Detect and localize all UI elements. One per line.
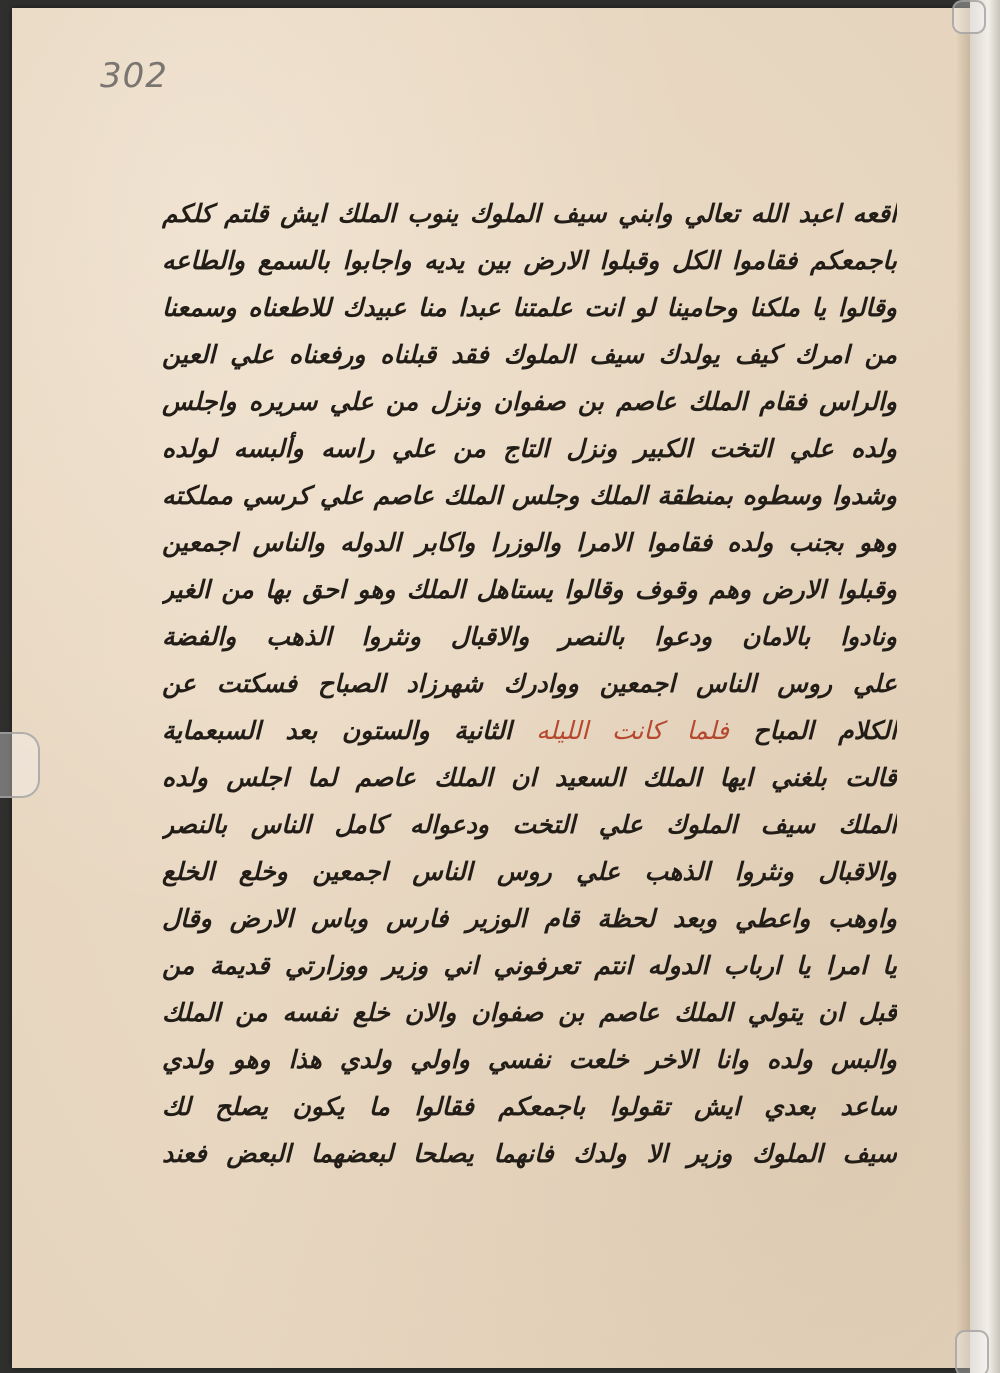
text-line-9: وقبلوا الارض وهم وقوف وقالوا يستاهل الملك وهو احق بها من الغير [162,575,897,604]
binding-clip-top [952,0,986,34]
text-line-18: قبل ان يتولي الملك عاصم بن صفوان والان خلع نفسه من الملك [162,998,897,1027]
text-line-12-rubric [162,707,897,754]
rubric-text-after: الثانية والستون بعد السبعماية [162,716,512,745]
text-line-17: يا امرا يا ارباب الدوله انتم تعرفوني اني وزير ووزارتي قديمة من [162,951,897,980]
rubric-text-before: الكلام المباح [753,716,897,745]
text-line-11: علي روس الناس اجمعين ووادرك شهرزاد الصباح فسكتت عن [162,669,897,698]
text-line-19: والبس ولده وانا الاخر خلعت نفسي واولي ولدي هذا وهو ولدي [162,1045,897,1074]
text-line-6: ولده علي التخت الكبير ونزل التاج من علي راسه وألبسه لولده [162,434,897,463]
text-line-3: وقالوا يا ملكنا وحامينا لو انت علمتنا عبدا منا عبيدك للاطعناه وسمعنا [162,293,897,322]
folio-number: 302 [100,56,168,96]
text-line-20: ساعد بعدي ايش تقولوا باجمعكم فقالوا ما يكون يصلح لك [162,1092,897,1121]
text-line-10: ونادوا بالامان ودعوا بالنصر والاقبال ونثروا الذهب والفضة [162,622,897,651]
text-line-4: من امرك كيف يولدك سيف الملوك فقد قبلناه ورفعناه علي العين [162,340,897,369]
binding-clip-bottom [955,1330,989,1373]
text-line-21: سيف الملوك وزير الا ولدك فانهما يصلحا لبعضهما البعض فعند [162,1139,897,1168]
text-line-7: وشدوا وسطوه بمنطقة الملك وجلس الملك عاصم علي كرسي مملكته [162,481,897,510]
text-line-14: الملك سيف الملوك علي التخت ودعواله كامل الناس بالنصر [162,810,897,839]
rubric-heading: فلما كانت الليله [536,716,729,745]
manuscript-text-block [162,190,897,1180]
binding-clip-left [0,732,40,798]
text-line-15: والاقبال ونثروا الذهب علي روس الناس اجمعين وخلع الخلع [162,857,897,886]
text-line-13: قالت بلغني ايها الملك السعيد ان الملك عاصم لما اجلس ولده [162,763,897,792]
text-line-5: والراس فقام الملك عاصم بن صفوان ونزل من علي سريره واجلس [162,387,897,416]
manuscript-page [12,8,970,1368]
text-line-2: باجمعكم فقاموا الكل وقبلوا الارض بين يديه واجابوا بالسمع والطاعه [162,246,897,275]
facing-page-strip [970,0,1000,1373]
text-line-8: وهو بجنب ولده فقاموا الامرا والوزرا واكابر الدوله والناس اجمعين [162,528,897,557]
text-line-16: واوهب واعطي وبعد لحظة قام الوزير فارس وباس الارض وقال [162,904,897,933]
text-line-1: اقعه اعبد الله تعالي وابني سيف الملوك ينوب الملك ايش قلتم كلكم [162,199,897,228]
